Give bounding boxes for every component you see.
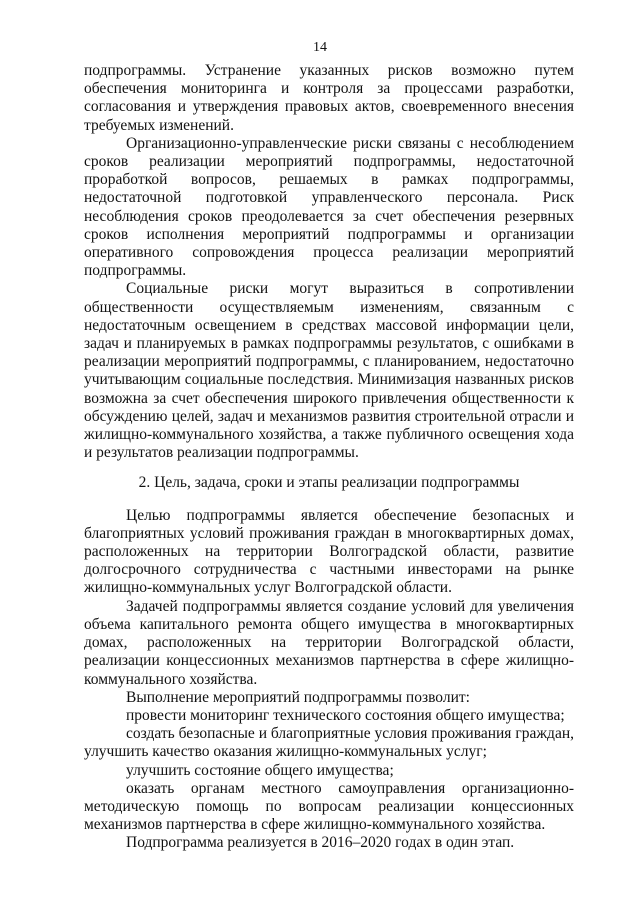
list-item: улучшить состояние общего имущества;: [126, 761, 394, 779]
paragraph: Социальные риски могут выразиться в сопротивлении общественности осуществляемым изменениям, связанным с недостаточным освещением в средствах массовой информации цели, задач и планируемых в рамках подпрограммы результатов, с ошибками в реализации мероприятий подпрограммы, с планированием, недостаточно учитывающим социальные последствия. Минимизация названных рисков возможна за счет обеспечения широкого привлечения общественности к обсуждению целей, задач и механизмов развития строительной отрасли и жилищно-коммунального хозяйства, а также публичного освещения хода и результатов реализации подпрограммы.: [84, 280, 574, 462]
paragraph: Подпрограмма реализуется в 2016–2020 годах в один этап.: [126, 834, 515, 852]
paragraph: Организационно-управленческие риски связаны с несоблюдением сроков реализации мероприятий подпрограммы, недостаточной проработкой вопросов, решаемых в рамках подпрограммы, недостаточной подготовкой управленческого персонала. Риск несоблюдения сроков преодолевается за счет обеспечения резервных сроков исполнения мероприятий подпрограммы и организации оперативного сопровождения процесса реализации мероприятий подпрограммы.: [84, 134, 574, 280]
paragraph: Целью подпрограммы является обеспечение безопасных и благоприятных условий проживания граждан в многоквартирных домах, расположенных на территории Волгоградской области, развитие долгосрочного сотрудничества с частными инвесторами на рынке жилищно-коммунальных услуг Волгоградской области.: [84, 506, 574, 597]
section-heading: 2. Цель, задача, сроки и этапы реализации подпрограммы: [138, 474, 520, 492]
list-item: создать безопасные и благоприятные условия проживания граждан, улучшить качество оказания жилищно-коммунальных услуг;: [84, 725, 574, 761]
paragraph: Выполнение мероприятий подпрограммы позволит:: [126, 688, 470, 706]
page-number: 14: [313, 40, 327, 55]
document-body: [84, 62, 574, 853]
paragraph: Задачей подпрограммы является создание условий для увеличения объема капитального ремонта общего имущества в многоквартирных домах, расположенных на территории Волгоградской области, реализации концессионных механизмов партнерства в сфере жилищно-коммунального хозяйства.: [84, 597, 574, 688]
list-item: провести мониторинг технического состояния общего имущества;: [126, 706, 565, 724]
paragraph: подпрограммы. Устранение указанных рисков возможно путем обеспечения мониторинга и контроля за процессами разработки, согласования и утверждения правовых актов, своевременного внесения требуемых изменений.: [84, 62, 574, 134]
list-item: оказать органам местного самоуправления организационно-методическую помощь по вопросам реализации концессионных механизмов партнерства в сфере жилищно-коммунального хозяйства.: [84, 779, 574, 834]
